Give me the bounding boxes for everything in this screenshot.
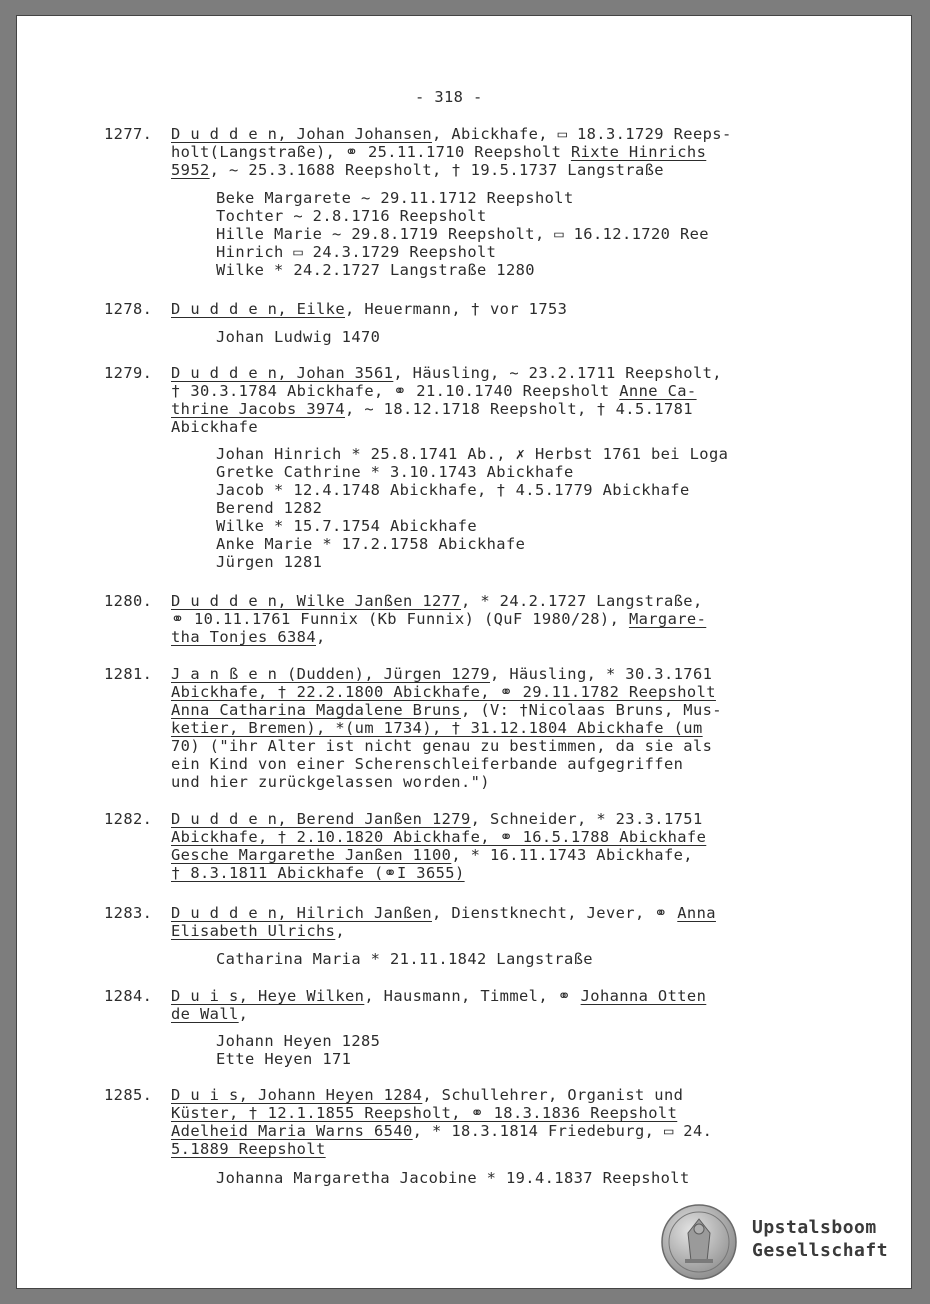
entry-line	[171, 1140, 326, 1158]
child-line: Beke Margarete ~ 29.11.1712 Reepsholt	[216, 189, 574, 207]
entry-line	[171, 1122, 712, 1140]
entry-text: † 30.3.1784 Abickhafe, ⚭ 21.10.1740 Reepsholt	[171, 382, 620, 400]
entry-line	[171, 610, 706, 628]
child-line: Wilke * 15.7.1754 Abickhafe	[216, 517, 477, 535]
entry-text: , * 24.2.1727 Langstraße,	[460, 592, 703, 610]
person-name: D u d d e n, Eilke	[171, 300, 345, 318]
entry-text: , Häusling, * 30.3.1761	[489, 665, 713, 683]
entry-line	[171, 364, 722, 382]
entry-line	[171, 665, 712, 683]
entry-text: holt(Langstraße), ⚭ 25.11.1710 Reepsholt	[171, 143, 571, 161]
person-name: D u d d e n, Hilrich Janßen	[171, 904, 432, 922]
entry-text: , (V: †Nicolaas Bruns, Mus-	[460, 701, 722, 719]
person-name: D u d d e n, Wilke Janßen 1277	[171, 592, 461, 610]
seal-logo-icon	[660, 1203, 738, 1281]
entry-line	[171, 810, 703, 828]
entry-number: 1282.	[104, 810, 153, 828]
child-line: Gretke Cathrine * 3.10.1743 Abickhafe	[216, 463, 574, 481]
entry-number: 1281.	[104, 665, 153, 683]
entry-line: 70) ("ihr Alter ist nicht genau zu bestimmen, da sie als	[171, 737, 713, 755]
child-line: Hinrich ▭ 24.3.1729 Reepsholt	[216, 243, 497, 261]
entry-text: Küster, † 12.1.1855 Reepsholt, ⚭ 18.3.1836 Reepsholt	[171, 1104, 678, 1122]
entry-text: , Häusling, ~ 23.2.1711 Reepsholt,	[393, 364, 722, 382]
spouse-name: Gesche Margarethe Janßen 1100	[171, 846, 452, 864]
entry-text: , Hausmann, Timmel, ⚭	[364, 987, 581, 1005]
child-line: Johann Heyen 1285	[216, 1032, 381, 1050]
entry-number: 1277.	[104, 125, 153, 143]
entry-line	[171, 400, 693, 418]
spouse-ref: 5952	[171, 161, 210, 179]
child-line: Catharina Maria * 21.11.1842 Langstraße	[216, 950, 593, 968]
spouse-name: Rixte Hinrichs	[570, 143, 707, 161]
entry-line: Abickhafe	[171, 418, 258, 436]
child-line: Johan Ludwig 1470	[216, 328, 381, 346]
entry-line	[171, 922, 345, 940]
child-line: Berend 1282	[216, 499, 323, 517]
person-name: D u d d e n, Johan 3561	[171, 364, 394, 382]
child-line: Hille Marie ~ 29.8.1719 Reepsholt, ▭ 16.12.1720 Ree	[216, 225, 709, 243]
entry-line	[171, 846, 693, 864]
spouse-name: Anna	[677, 904, 716, 922]
spouse-name: tha Tonjes 6384	[171, 628, 316, 646]
entry-text: , Schneider, * 23.3.1751	[470, 810, 703, 828]
spouse-name: de Wall	[171, 1005, 239, 1023]
entry-number: 1280.	[104, 592, 153, 610]
child-line: Anke Marie * 17.2.1758 Abickhafe	[216, 535, 526, 553]
entry-text: , ~ 25.3.1688 Reepsholt, † 19.5.1737 Langstraße	[209, 161, 664, 179]
watermark-line-1: Upstalsboom	[752, 1217, 877, 1238]
entry-line: und hier zurückgelassen worden.")	[171, 773, 490, 791]
child-line: Tochter ~ 2.8.1716 Reepsholt	[216, 207, 487, 225]
entry-line	[171, 828, 706, 846]
person-name: J a n ß e n (Dudden), Jürgen 1279	[171, 665, 490, 683]
entry-text: † 8.3.1811 Abickhafe (⚭I 3655)	[171, 864, 465, 882]
watermark-line-2: Gesellschaft	[752, 1240, 889, 1261]
entry-line	[171, 904, 716, 922]
entry-line	[171, 300, 567, 318]
entry-text: , Heuermann, † vor 1753	[345, 300, 568, 318]
spouse-name: Johanna Otten	[580, 987, 707, 1005]
entry-line	[171, 1086, 683, 1104]
entry-text: ,	[238, 1005, 249, 1023]
entry-number: 1285.	[104, 1086, 153, 1104]
spouse-name: Anna Catharina Magdalene Bruns	[171, 701, 461, 719]
entry-number: 1284.	[104, 987, 153, 1005]
entry-number: 1283.	[104, 904, 153, 922]
spouse-name: Elisabeth Ulrichs	[171, 922, 336, 940]
entry-line	[171, 1104, 677, 1122]
entry-text: ketier, Bremen), *(um 1734), † 31.12.1804 Abickhafe (um	[171, 719, 703, 737]
person-name: D u i s, Heye Wilken	[171, 987, 365, 1005]
entry-text: , Abickhafe, ▭ 18.3.1729 Reeps-	[431, 125, 732, 143]
entry-line	[171, 143, 706, 161]
entry-line	[171, 161, 664, 179]
entry-text: , ~ 18.12.1718 Reepsholt, † 4.5.1781	[345, 400, 693, 418]
child-line: Johan Hinrich * 25.8.1741 Ab., ✗ Herbst 1761 bei Loga	[216, 445, 729, 463]
spouse-name: Anne Ca-	[619, 382, 697, 400]
entry-line	[171, 592, 703, 610]
entry-line	[171, 1005, 248, 1023]
entry-text: ,	[316, 628, 326, 646]
child-line: Wilke * 24.2.1727 Langstraße 1280	[216, 261, 535, 279]
person-name: D u d d e n, Johan Johansen	[171, 125, 432, 143]
entry-text: Abickhafe, † 22.2.1800 Abickhafe, ⚭ 29.11.1782 Reepsholt	[171, 683, 716, 701]
entry-line	[171, 864, 465, 882]
entry-line	[171, 382, 697, 400]
entry-line	[171, 987, 706, 1005]
entry-line	[171, 683, 716, 701]
watermark-text	[752, 1216, 888, 1262]
entry-number: 1279.	[104, 364, 153, 382]
child-line: Ette Heyen 171	[216, 1050, 352, 1068]
child-line: Jürgen 1281	[216, 553, 323, 571]
entry-line	[171, 701, 722, 719]
entry-text: , * 16.11.1743 Abickhafe,	[451, 846, 693, 864]
entry-text: ⚭ 10.11.1761 Funnix (Kb Funnix) (QuF 1980/28),	[171, 610, 629, 628]
spouse-name: Adelheid Maria Warns 6540	[171, 1122, 413, 1140]
spouse-name: Margare-	[628, 610, 707, 628]
child-line: Jacob * 12.4.1748 Abickhafe, † 4.5.1779 Abickhafe	[216, 481, 690, 499]
entry-text: , * 18.3.1814 Friedeburg, ▭ 24.	[412, 1122, 713, 1140]
entry-text: ,	[335, 922, 345, 940]
entry-line	[171, 125, 732, 143]
entry-text: , Dienstknecht, Jever, ⚭	[431, 904, 678, 922]
entry-text: Abickhafe, † 2.10.1820 Abickhafe, ⚭ 16.5.1788 Abickhafe	[171, 828, 707, 846]
page-number: - 318 -	[415, 88, 483, 106]
entry-number: 1278.	[104, 300, 153, 318]
entry-text: 5.1889 Reepsholt	[171, 1140, 326, 1158]
entry-line	[171, 628, 326, 646]
spouse-name: thrine Jacobs 3974	[171, 400, 345, 418]
entry-line: ein Kind von einer Scherenschleiferbande aufgegriffen	[171, 755, 684, 773]
entry-line	[171, 719, 703, 737]
person-name: D u d d e n, Berend Janßen 1279	[171, 810, 471, 828]
child-line: Johanna Margaretha Jacobine * 19.4.1837 Reepsholt	[216, 1169, 690, 1187]
entry-text: , Schullehrer, Organist und	[422, 1086, 684, 1104]
person-name: D u i s, Johann Heyen 1284	[171, 1086, 423, 1104]
